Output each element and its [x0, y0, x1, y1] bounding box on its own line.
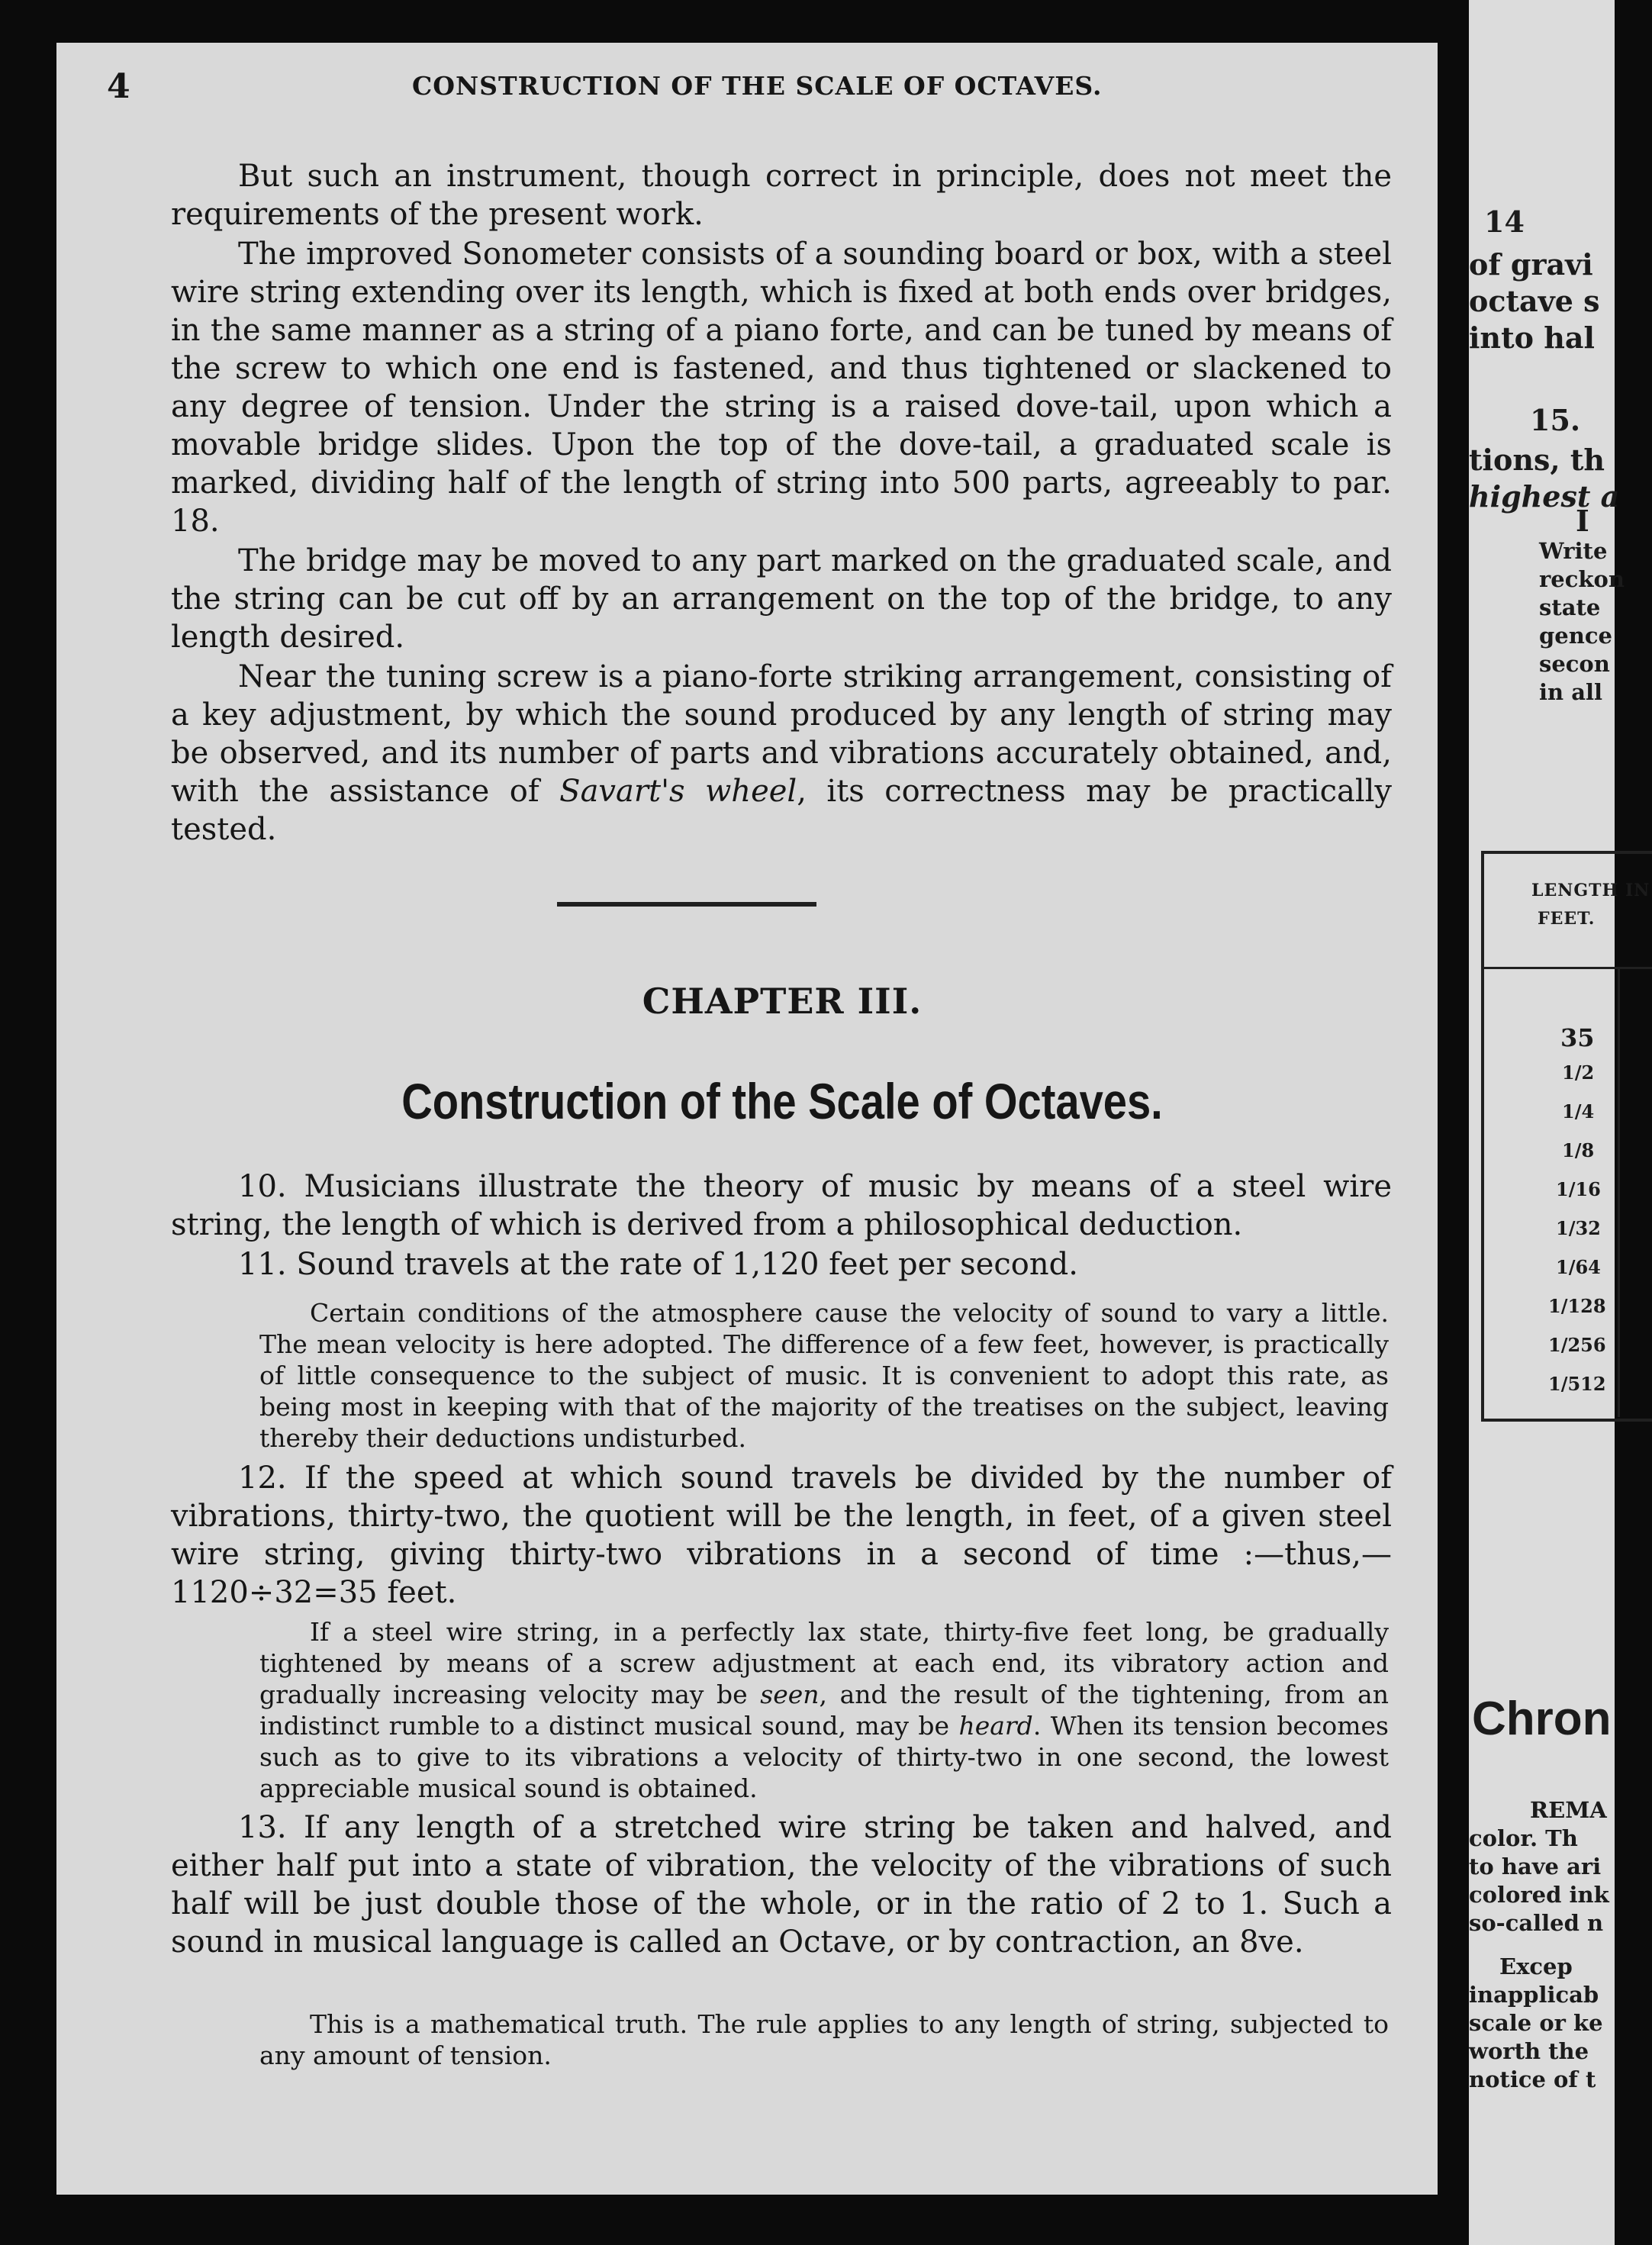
- note-12-part-2: , and the result of the tightening, from an indistinct rumble to a distinct musical sound, may be: [259, 1680, 1389, 1741]
- adjacent-line: 15.: [1530, 403, 1581, 437]
- adjacent-line: colored ink: [1469, 1882, 1609, 1908]
- paragraph-13: [171, 1809, 1392, 1963]
- adjacent-line: worth the: [1469, 2038, 1589, 2064]
- adjacent-line: octave s: [1469, 284, 1600, 318]
- note-11-text: Certain conditions of the atmosphere cause the velocity of sound to vary a little. The mean velocity is here adopted. The difference of a few feet, however, is practically of little consequence to the subject of music. It is convenient to adopt this rate, as being most in keeping with that of the majority of the treatises on the subject, leaving thereby their deductions undisturbed.: [259, 1298, 1389, 1453]
- note-12-part-1: If a steel wire string, in a perfectly lax state, thirty-five feet long, be gradually tightened by means of a screw adjustment at each end, its vibratory action and gradually increasing velocity may be: [259, 1617, 1389, 1709]
- running-title: CONSTRUCTION OF THE SCALE OF OCTAVES.: [412, 71, 1103, 101]
- savarts-wheel-term: Savart's wheel: [559, 774, 797, 809]
- length-table-fragment: [1481, 851, 1652, 1422]
- table-value: 1/8: [1562, 1139, 1595, 1161]
- section-divider-rule: [557, 902, 816, 907]
- note-12-part-3: . When its tension becomes such as to give to its vibrations a velocity of thirty-two in one second, the lowest appreciable musical sound is obtained.: [259, 1711, 1389, 1803]
- adjacent-line: secon: [1539, 651, 1610, 677]
- chapter-number: CHAPTER III.: [642, 981, 923, 1022]
- note-13-text: This is a mathematical truth. The rule applies to any length of string, subjected to any amount of tension.: [259, 2009, 1389, 2070]
- adjacent-line: highest a: [1469, 479, 1620, 514]
- adjacent-line: color. Th: [1469, 1825, 1578, 1851]
- adjacent-line: into hal: [1469, 320, 1595, 355]
- table-value: 1/2: [1562, 1061, 1595, 1084]
- adjacent-line: reckon: [1539, 566, 1625, 592]
- intro-text: [171, 157, 1392, 850]
- note-13: [259, 2008, 1389, 2071]
- intro-paragraph-3: The bridge may be moved to any part marked on the graduated scale, and the string can be cut off by an arrangement on the top of the bridge, to any length desired.: [171, 543, 1392, 655]
- table-value: 1/16: [1556, 1178, 1601, 1200]
- intro-paragraph-4-end: , its correctness may be practically tested.: [171, 774, 1393, 847]
- table-value: 1/256: [1548, 1334, 1606, 1356]
- intro-paragraph-1: But such an instrument, though correct in principle, does not meet the requirements of the present work.: [171, 159, 1392, 232]
- adjacent-line: Write: [1539, 538, 1608, 564]
- table-header-line: LENGTH IN: [1531, 881, 1650, 900]
- adjacent-heading: Chron: [1472, 1693, 1612, 1745]
- table-header: [1484, 854, 1652, 969]
- page-gutter: [1438, 0, 1469, 2245]
- table-header-line: FEET.: [1538, 909, 1596, 929]
- table-value: 35: [1560, 1023, 1595, 1052]
- paragraph-12: [171, 1459, 1392, 1613]
- adjacent-line: I: [1576, 504, 1589, 538]
- adjacent-line: REMA: [1530, 1797, 1607, 1823]
- table-value: 1/32: [1556, 1217, 1601, 1239]
- adjacent-line: Excep: [1499, 1954, 1573, 1979]
- paragraph-11: [171, 1245, 1392, 1285]
- intro-paragraph-2: The improved Sonometer consists of a sounding board or box, with a steel wire string extending over its length, which is fixed at both ends over bridges, in the same manner as a string of a piano forte, and can be tuned by means of the screw to which one end is fastened, and thus tightened or slackened to any degree of tension. Under the string is a raised dove-tail, upon which a movable bridge slides. Upon the top of the dove-tail, a graduated scale is marked, dividing half of the length of string into 500 parts, agreeably to par. 18.: [171, 237, 1392, 539]
- table-value: 1/512: [1548, 1373, 1606, 1395]
- adjacent-line: notice of t: [1469, 2066, 1596, 2092]
- page-header: [107, 67, 1251, 121]
- adjacent-line: gence: [1539, 623, 1612, 649]
- note-12-text: [259, 1616, 1389, 1804]
- paragraph-12-text: 12. If the speed at which sound travels be divided by the number of vibrations, thirty-two, the quotient will be the length, in feet, of a given steel wire string, giving thirty-two vibrations in a second of time :—thus,—1120÷32=35 feet.: [171, 1461, 1392, 1610]
- paragraph-10-text: 10. Musicians illustrate the theory of music by means of a steel wire string, the length of which is derived from a philosophical deduction.: [171, 1169, 1392, 1242]
- chapter-title: Construction of the Scale of Octaves.: [401, 1073, 1163, 1129]
- paragraph-13-text: 13. If any length of a stretched wire string be taken and halved, and either half put into a state of vibration, the velocity of the vibrations of such half will be just double those of the whole, or in the ratio of 2 to 1. Such a sound in musical language is called an Octave, or by contraction, an 8ve.: [171, 1810, 1392, 1960]
- note-11: [259, 1297, 1389, 1454]
- table-value: 1/4: [1562, 1100, 1595, 1122]
- adjacent-line: scale or ke: [1469, 2010, 1603, 2036]
- note-12: [259, 1616, 1389, 1804]
- adjacent-page-fragment: [1469, 0, 1650, 2245]
- adjacent-line: of gravi: [1469, 247, 1593, 282]
- adjacent-line: tions, th: [1469, 443, 1605, 477]
- seen-term: seen: [760, 1680, 820, 1709]
- intro-paragraph-4-start: Near the tuning screw is a piano-forte striking arrangement, consisting of a key adjustment, by which the sound produced by any length of string may be observed, and its number of parts and vibrations accurately obtained, and, with the assistance of: [171, 659, 1392, 809]
- table-value: 1/128: [1548, 1295, 1606, 1317]
- table-column-rule: [1618, 967, 1620, 1417]
- paragraph-10: [171, 1168, 1392, 1245]
- adjacent-line: inapplicab: [1469, 1982, 1599, 2008]
- adjacent-line: 14: [1484, 205, 1525, 239]
- adjacent-line: to have ari: [1469, 1854, 1602, 1879]
- adjacent-line: state: [1539, 594, 1601, 620]
- intro-paragraph-4: [171, 658, 1392, 849]
- page-number: 4: [107, 67, 130, 106]
- paragraph-11-text: 11. Sound travels at the rate of 1,120 feet per second.: [238, 1247, 1078, 1282]
- adjacent-line: so-called n: [1469, 1910, 1604, 1936]
- heard-term: heard: [958, 1711, 1033, 1741]
- table-value: 1/64: [1556, 1256, 1601, 1278]
- adjacent-line: in all: [1539, 679, 1603, 705]
